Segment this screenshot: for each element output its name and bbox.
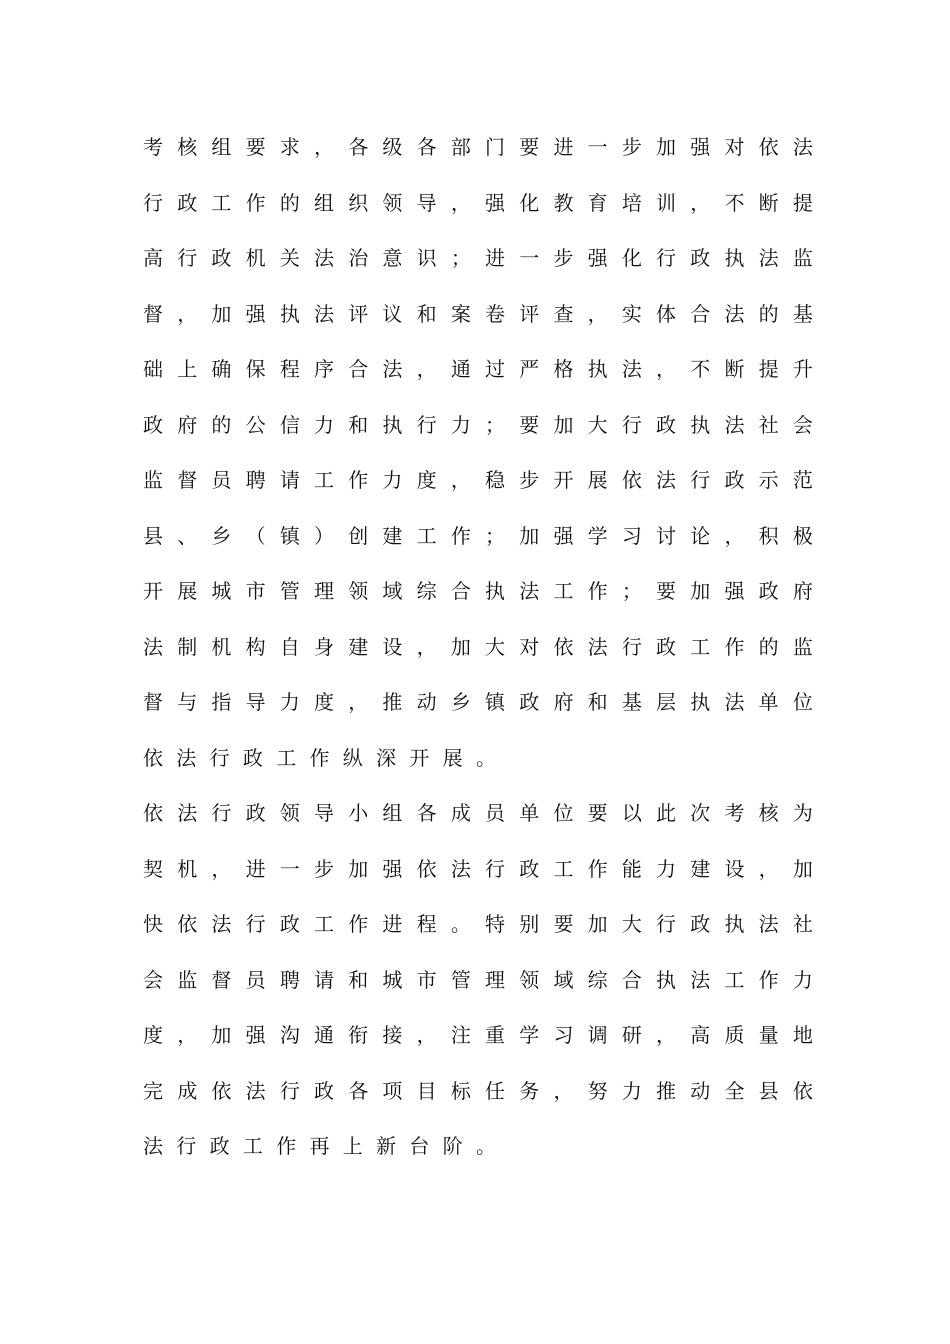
text-line: 监 督 员 聘 请 工 作 力 度 ， 稳 步 开 展 依 法 行 政 示 范: [143, 468, 813, 492]
text-line: 法 制 机 构 自 身 建 设 ， 加 大 对 依 法 行 政 工 作 的 监: [143, 634, 813, 659]
text-line: 契 机 ， 进 一 步 加 强 依 法 行 政 工 作 能 力 建 设 ， 加: [143, 856, 813, 881]
text-line: 督 与 指 导 力 度 ， 推 动 乡 镇 政 府 和 基 层 执 法 单 位: [143, 690, 813, 714]
text-line: 会 监 督 员 聘 请 和 城 市 管 理 领 域 综 合 执 法 工 作 力: [143, 967, 813, 992]
text-line: 法 行 政 工 作 再 上 新 台 阶 。: [143, 1134, 496, 1158]
text-line: 开 展 城 市 管 理 领 域 综 合 执 法 工 作 ； 要 加 强 政 府: [143, 579, 813, 603]
text-line: 行 政 工 作 的 组 织 领 导 ， 强 化 教 育 培 训 ， 不 断 提: [143, 190, 813, 215]
text-line: 依 法 行 政 领 导 小 组 各 成 员 单 位 要 以 此 次 考 核 为: [143, 801, 813, 825]
text-line: 考 核 组 要 求 ， 各 级 各 部 门 要 进 一 步 加 强 对 依 法: [143, 135, 813, 159]
text-line: 依 法 行 政 工 作 纵 深 开 展 。: [143, 745, 496, 770]
text-line: 础 上 确 保 程 序 合 法 ， 通 过 严 格 执 法 ， 不 断 提 升: [143, 357, 813, 381]
text-line: 督 ， 加 强 执 法 评 议 和 案 卷 评 查 ， 实 体 合 法 的 基: [143, 301, 813, 326]
text-line: 度 ， 加 强 沟 通 衔 接 ， 注 重 学 习 调 研 ， 高 质 量 地: [143, 1023, 813, 1047]
body-text: [143, 120, 813, 1175]
text-line: 快 依 法 行 政 工 作 进 程 。 特 别 要 加 大 行 政 执 法 社: [143, 912, 813, 936]
text-line: 高 行 政 机 关 法 治 意 识 ； 进 一 步 强 化 行 政 执 法 监: [143, 246, 813, 270]
text-line: 完 成 依 法 行 政 各 项 目 标 任 务 ， 努 力 推 动 全 县 依: [143, 1078, 813, 1103]
text-line: 政 府 的 公 信 力 和 执 行 力 ； 要 加 大 行 政 执 法 社 会: [143, 412, 813, 437]
text-line: 县 、 乡 （ 镇 ） 创 建 工 作 ； 加 强 学 习 讨 论 ， 积 极: [143, 523, 813, 548]
